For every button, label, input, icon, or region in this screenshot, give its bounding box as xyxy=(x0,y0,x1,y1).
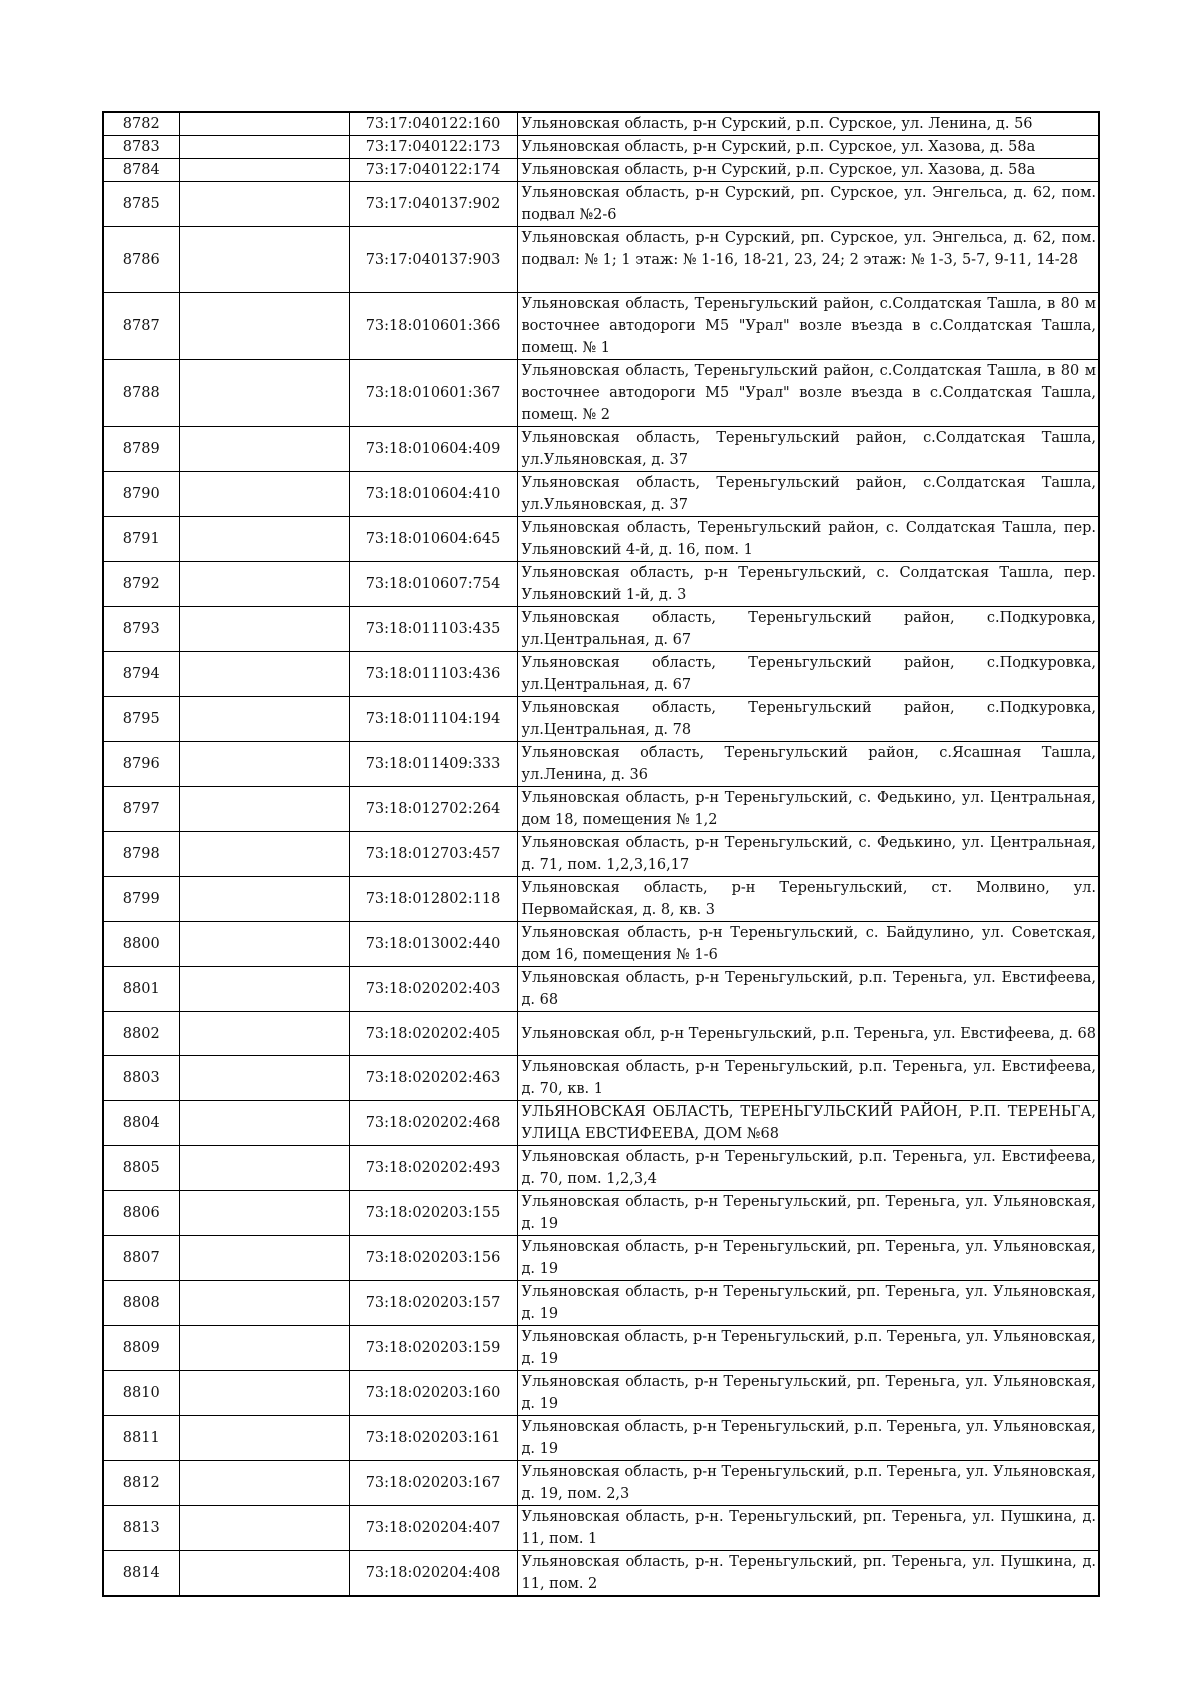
cadastral-number-cell: 73:18:020203:167 xyxy=(349,1461,517,1506)
row-number-cell: 8803 xyxy=(103,1056,179,1101)
address-cell: Ульяновская область, р-н Тереньгульский, р.п. Тереньга, ул. Евстифеева, д. 68 xyxy=(517,967,1099,1012)
empty-cell xyxy=(179,227,349,293)
empty-cell xyxy=(179,1416,349,1461)
empty-cell xyxy=(179,182,349,227)
empty-cell xyxy=(179,697,349,742)
address-cell: Ульяновская область, Тереньгульский район, с. Солдатская Ташла, пер. Ульяновский 4-й, д. 16, пом. 1 xyxy=(517,517,1099,562)
cadastral-number-cell: 73:18:011103:435 xyxy=(349,607,517,652)
address-cell: Ульяновская область, р-н Тереньгульский, рп. Тереньга, ул. Ульяновская, д. 19 xyxy=(517,1236,1099,1281)
row-number-cell: 8806 xyxy=(103,1191,179,1236)
row-number-cell: 8807 xyxy=(103,1236,179,1281)
row-number-cell: 8788 xyxy=(103,360,179,427)
address-cell: Ульяновская область, р-н Тереньгульский, рп. Тереньга, ул. Ульяновская, д. 19 xyxy=(517,1191,1099,1236)
table-row xyxy=(103,427,1099,472)
table-row xyxy=(103,787,1099,832)
row-number-cell: 8792 xyxy=(103,562,179,607)
row-number-cell: 8800 xyxy=(103,922,179,967)
row-number-cell: 8791 xyxy=(103,517,179,562)
cadastral-number-cell: 73:17:040122:160 xyxy=(349,112,517,136)
empty-cell xyxy=(179,1236,349,1281)
table-row xyxy=(103,832,1099,877)
cadastral-number-cell: 73:18:020203:156 xyxy=(349,1236,517,1281)
table-row xyxy=(103,1371,1099,1416)
empty-cell xyxy=(179,427,349,472)
table-row xyxy=(103,562,1099,607)
address-cell: Ульяновская область, Тереньгульский район, с.Подкуровка, ул.Центральная, д. 78 xyxy=(517,697,1099,742)
table-row xyxy=(103,877,1099,922)
empty-cell xyxy=(179,832,349,877)
address-cell: Ульяновская область, р-н Тереньгульский, р.п. Тереньга, ул. Ульяновская, д. 19 xyxy=(517,1416,1099,1461)
empty-cell xyxy=(179,1056,349,1101)
cadastral-number-cell: 73:18:011104:194 xyxy=(349,697,517,742)
address-cell: Ульяновская область, Тереньгульский район, с.Подкуровка, ул.Центральная, д. 67 xyxy=(517,652,1099,697)
row-number-cell: 8789 xyxy=(103,427,179,472)
table-row xyxy=(103,1416,1099,1461)
empty-cell xyxy=(179,1101,349,1146)
empty-cell xyxy=(179,877,349,922)
table-row xyxy=(103,182,1099,227)
cadastral-number-cell: 73:17:040122:173 xyxy=(349,136,517,159)
empty-cell xyxy=(179,922,349,967)
cadastral-number-cell: 73:18:012703:457 xyxy=(349,832,517,877)
table-row xyxy=(103,652,1099,697)
cadastral-number-cell: 73:18:020203:157 xyxy=(349,1281,517,1326)
table-row xyxy=(103,517,1099,562)
row-number-cell: 8799 xyxy=(103,877,179,922)
row-number-cell: 8786 xyxy=(103,227,179,293)
table-row xyxy=(103,136,1099,159)
table-row xyxy=(103,697,1099,742)
table-row xyxy=(103,360,1099,427)
empty-cell xyxy=(179,136,349,159)
cadastral-number-cell: 73:18:010604:409 xyxy=(349,427,517,472)
registry-table-body xyxy=(103,112,1099,1596)
row-number-cell: 8804 xyxy=(103,1101,179,1146)
table-row xyxy=(103,1506,1099,1551)
address-cell: Ульяновская область, р-н Тереньгульский, с. Федькино, ул. Центральная, дом 18, помещения № 1,2 xyxy=(517,787,1099,832)
cadastral-number-cell: 73:18:010604:410 xyxy=(349,472,517,517)
address-cell: Ульяновская область, р-н Тереньгульский, ст. Молвино, ул. Первомайская, д. 8, кв. 3 xyxy=(517,877,1099,922)
row-number-cell: 8795 xyxy=(103,697,179,742)
row-number-cell: 8793 xyxy=(103,607,179,652)
cadastral-number-cell: 73:17:040137:902 xyxy=(349,182,517,227)
address-cell: Ульяновская область, р-н Тереньгульский, рп. Тереньга, ул. Ульяновская, д. 19 xyxy=(517,1371,1099,1416)
address-cell: Ульяновская область, р-н Тереньгульский, с. Байдулино, ул. Советская, дом 16, помещения № 1-6 xyxy=(517,922,1099,967)
table-row xyxy=(103,967,1099,1012)
cadastral-number-cell: 73:17:040122:174 xyxy=(349,159,517,182)
row-number-cell: 8798 xyxy=(103,832,179,877)
address-cell: Ульяновская область, Тереньгульский район, с.Ясашная Ташла, ул.Ленина, д. 36 xyxy=(517,742,1099,787)
cadastral-number-cell: 73:18:020203:155 xyxy=(349,1191,517,1236)
empty-cell xyxy=(179,1551,349,1597)
address-cell: Ульяновская область, р-н Сурский, р.п. Сурское, ул. Хазова, д. 58а xyxy=(517,136,1099,159)
row-number-cell: 8796 xyxy=(103,742,179,787)
empty-cell xyxy=(179,1146,349,1191)
table-row xyxy=(103,472,1099,517)
table-row xyxy=(103,1461,1099,1506)
table-row xyxy=(103,1281,1099,1326)
table-row xyxy=(103,607,1099,652)
address-cell: Ульяновская область, р-н Тереньгульский, р.п. Тереньга, ул. Ульяновская, д. 19 xyxy=(517,1326,1099,1371)
cadastral-number-cell: 73:18:010607:754 xyxy=(349,562,517,607)
cadastral-number-cell: 73:18:020202:468 xyxy=(349,1101,517,1146)
table-row xyxy=(103,1326,1099,1371)
empty-cell xyxy=(179,1012,349,1056)
cadastral-number-cell: 73:18:010601:367 xyxy=(349,360,517,427)
address-cell: Ульяновская обл, р-н Тереньгульский, р.п. Тереньга, ул. Евстифеева, д. 68 xyxy=(517,1012,1099,1056)
empty-cell xyxy=(179,967,349,1012)
row-number-cell: 8782 xyxy=(103,112,179,136)
row-number-cell: 8809 xyxy=(103,1326,179,1371)
empty-cell xyxy=(179,159,349,182)
address-cell: Ульяновская область, Тереньгульский район, с.Солдатская Ташла, в 80 м восточнее автодороги М5 "Урал" возле въезда в с.Солдатская Ташла, помещ. № 2 xyxy=(517,360,1099,427)
empty-cell xyxy=(179,652,349,697)
empty-cell xyxy=(179,517,349,562)
row-number-cell: 8805 xyxy=(103,1146,179,1191)
address-cell: Ульяновская область, р-н Тереньгульский, р.п. Тереньга, ул. Ульяновская, д. 19, пом. 2,3 xyxy=(517,1461,1099,1506)
address-cell: УЛЬЯНОВСКАЯ ОБЛАСТЬ, ТЕРЕНЬГУЛЬСКИЙ РАЙОН, Р.П. ТЕРЕНЬГА, УЛИЦА ЕВСТИФЕЕВА, ДОМ №68 xyxy=(517,1101,1099,1146)
address-cell: Ульяновская область, р-н. Тереньгульский, рп. Тереньга, ул. Пушкина, д. 11, пом. 2 xyxy=(517,1551,1099,1597)
empty-cell xyxy=(179,607,349,652)
empty-cell xyxy=(179,562,349,607)
address-cell: Ульяновская область, р-н Тереньгульский, с. Солдатская Ташла, пер. Ульяновский 1-й, д. 3 xyxy=(517,562,1099,607)
cadastral-number-cell: 73:18:020202:403 xyxy=(349,967,517,1012)
empty-cell xyxy=(179,1371,349,1416)
table-row xyxy=(103,293,1099,360)
address-cell: Ульяновская область, р-н Тереньгульский, р.п. Тереньга, ул. Евстифеева, д. 70, кв. 1 xyxy=(517,1056,1099,1101)
cadastral-number-cell: 73:18:011409:333 xyxy=(349,742,517,787)
table-row xyxy=(103,1101,1099,1146)
table-row xyxy=(103,1191,1099,1236)
cadastral-number-cell: 73:18:011103:436 xyxy=(349,652,517,697)
address-cell: Ульяновская область, р-н Сурский, р.п. Сурское, ул. Хазова, д. 58а xyxy=(517,159,1099,182)
cadastral-number-cell: 73:17:040137:903 xyxy=(349,227,517,293)
address-cell: Ульяновская область, Тереньгульский район, с.Подкуровка, ул.Центральная, д. 67 xyxy=(517,607,1099,652)
address-cell: Ульяновская область, р-н Тереньгульский, р.п. Тереньга, ул. Евстифеева, д. 70, пом. 1,2,3,4 xyxy=(517,1146,1099,1191)
table-row xyxy=(103,112,1099,136)
cadastral-number-cell: 73:18:020202:405 xyxy=(349,1012,517,1056)
address-cell: Ульяновская область, Тереньгульский район, с.Солдатская Ташла, ул.Ульяновская, д. 37 xyxy=(517,427,1099,472)
row-number-cell: 8810 xyxy=(103,1371,179,1416)
cadastral-number-cell: 73:18:020204:407 xyxy=(349,1506,517,1551)
empty-cell xyxy=(179,293,349,360)
address-cell: Ульяновская область, р-н Тереньгульский, с. Федькино, ул. Центральная, д. 71, пом. 1,2,3,16,17 xyxy=(517,832,1099,877)
row-number-cell: 8808 xyxy=(103,1281,179,1326)
table-row xyxy=(103,1236,1099,1281)
table-row xyxy=(103,742,1099,787)
address-cell: Ульяновская область, р-н Сурский, рп. Сурское, ул. Энгельса, д. 62, пом. подвал: № 1; 1 этаж: № 1-16, 18-21, 23, 24; 2 этаж: № 1-3, 5-7, 9-11, 14-28 xyxy=(517,227,1099,293)
row-number-cell: 8813 xyxy=(103,1506,179,1551)
empty-cell xyxy=(179,787,349,832)
row-number-cell: 8785 xyxy=(103,182,179,227)
address-cell: Ульяновская область, р-н. Тереньгульский, рп. Тереньга, ул. Пушкина, д. 11, пом. 1 xyxy=(517,1506,1099,1551)
empty-cell xyxy=(179,360,349,427)
table-row xyxy=(103,159,1099,182)
cadastral-number-cell: 73:18:012702:264 xyxy=(349,787,517,832)
empty-cell xyxy=(179,1506,349,1551)
address-cell: Ульяновская область, Тереньгульский район, с.Солдатская Ташла, ул.Ульяновская, д. 37 xyxy=(517,472,1099,517)
row-number-cell: 8784 xyxy=(103,159,179,182)
row-number-cell: 8814 xyxy=(103,1551,179,1597)
empty-cell xyxy=(179,472,349,517)
table-row xyxy=(103,1551,1099,1597)
address-cell: Ульяновская область, р-н Сурский, рп. Сурское, ул. Энгельса, д. 62, пом. подвал №2-6 xyxy=(517,182,1099,227)
cadastral-number-cell: 73:18:012802:118 xyxy=(349,877,517,922)
empty-cell xyxy=(179,1461,349,1506)
cadastral-number-cell: 73:18:020204:408 xyxy=(349,1551,517,1597)
row-number-cell: 8794 xyxy=(103,652,179,697)
row-number-cell: 8790 xyxy=(103,472,179,517)
row-number-cell: 8787 xyxy=(103,293,179,360)
empty-cell xyxy=(179,112,349,136)
registry-table xyxy=(102,111,1100,1597)
cadastral-number-cell: 73:18:010604:645 xyxy=(349,517,517,562)
table-row xyxy=(103,1056,1099,1101)
address-cell: Ульяновская область, р-н Сурский, р.п. Сурское, ул. Ленина, д. 56 xyxy=(517,112,1099,136)
empty-cell xyxy=(179,1191,349,1236)
table-row xyxy=(103,1146,1099,1191)
cadastral-number-cell: 73:18:010601:366 xyxy=(349,293,517,360)
address-cell: Ульяновская область, р-н Тереньгульский, рп. Тереньга, ул. Ульяновская, д. 19 xyxy=(517,1281,1099,1326)
row-number-cell: 8811 xyxy=(103,1416,179,1461)
table-row xyxy=(103,1012,1099,1056)
row-number-cell: 8783 xyxy=(103,136,179,159)
row-number-cell: 8801 xyxy=(103,967,179,1012)
row-number-cell: 8802 xyxy=(103,1012,179,1056)
empty-cell xyxy=(179,1281,349,1326)
cadastral-number-cell: 73:18:013002:440 xyxy=(349,922,517,967)
address-cell: Ульяновская область, Тереньгульский район, с.Солдатская Ташла, в 80 м восточнее автодороги М5 "Урал" возле въезда в с.Солдатская Ташла, помещ. № 1 xyxy=(517,293,1099,360)
row-number-cell: 8797 xyxy=(103,787,179,832)
cadastral-number-cell: 73:18:020202:463 xyxy=(349,1056,517,1101)
empty-cell xyxy=(179,742,349,787)
cadastral-number-cell: 73:18:020203:159 xyxy=(349,1326,517,1371)
cadastral-number-cell: 73:18:020203:160 xyxy=(349,1371,517,1416)
row-number-cell: 8812 xyxy=(103,1461,179,1506)
empty-cell xyxy=(179,1326,349,1371)
table-row xyxy=(103,227,1099,293)
cadastral-number-cell: 73:18:020203:161 xyxy=(349,1416,517,1461)
cadastral-number-cell: 73:18:020202:493 xyxy=(349,1146,517,1191)
table-row xyxy=(103,922,1099,967)
